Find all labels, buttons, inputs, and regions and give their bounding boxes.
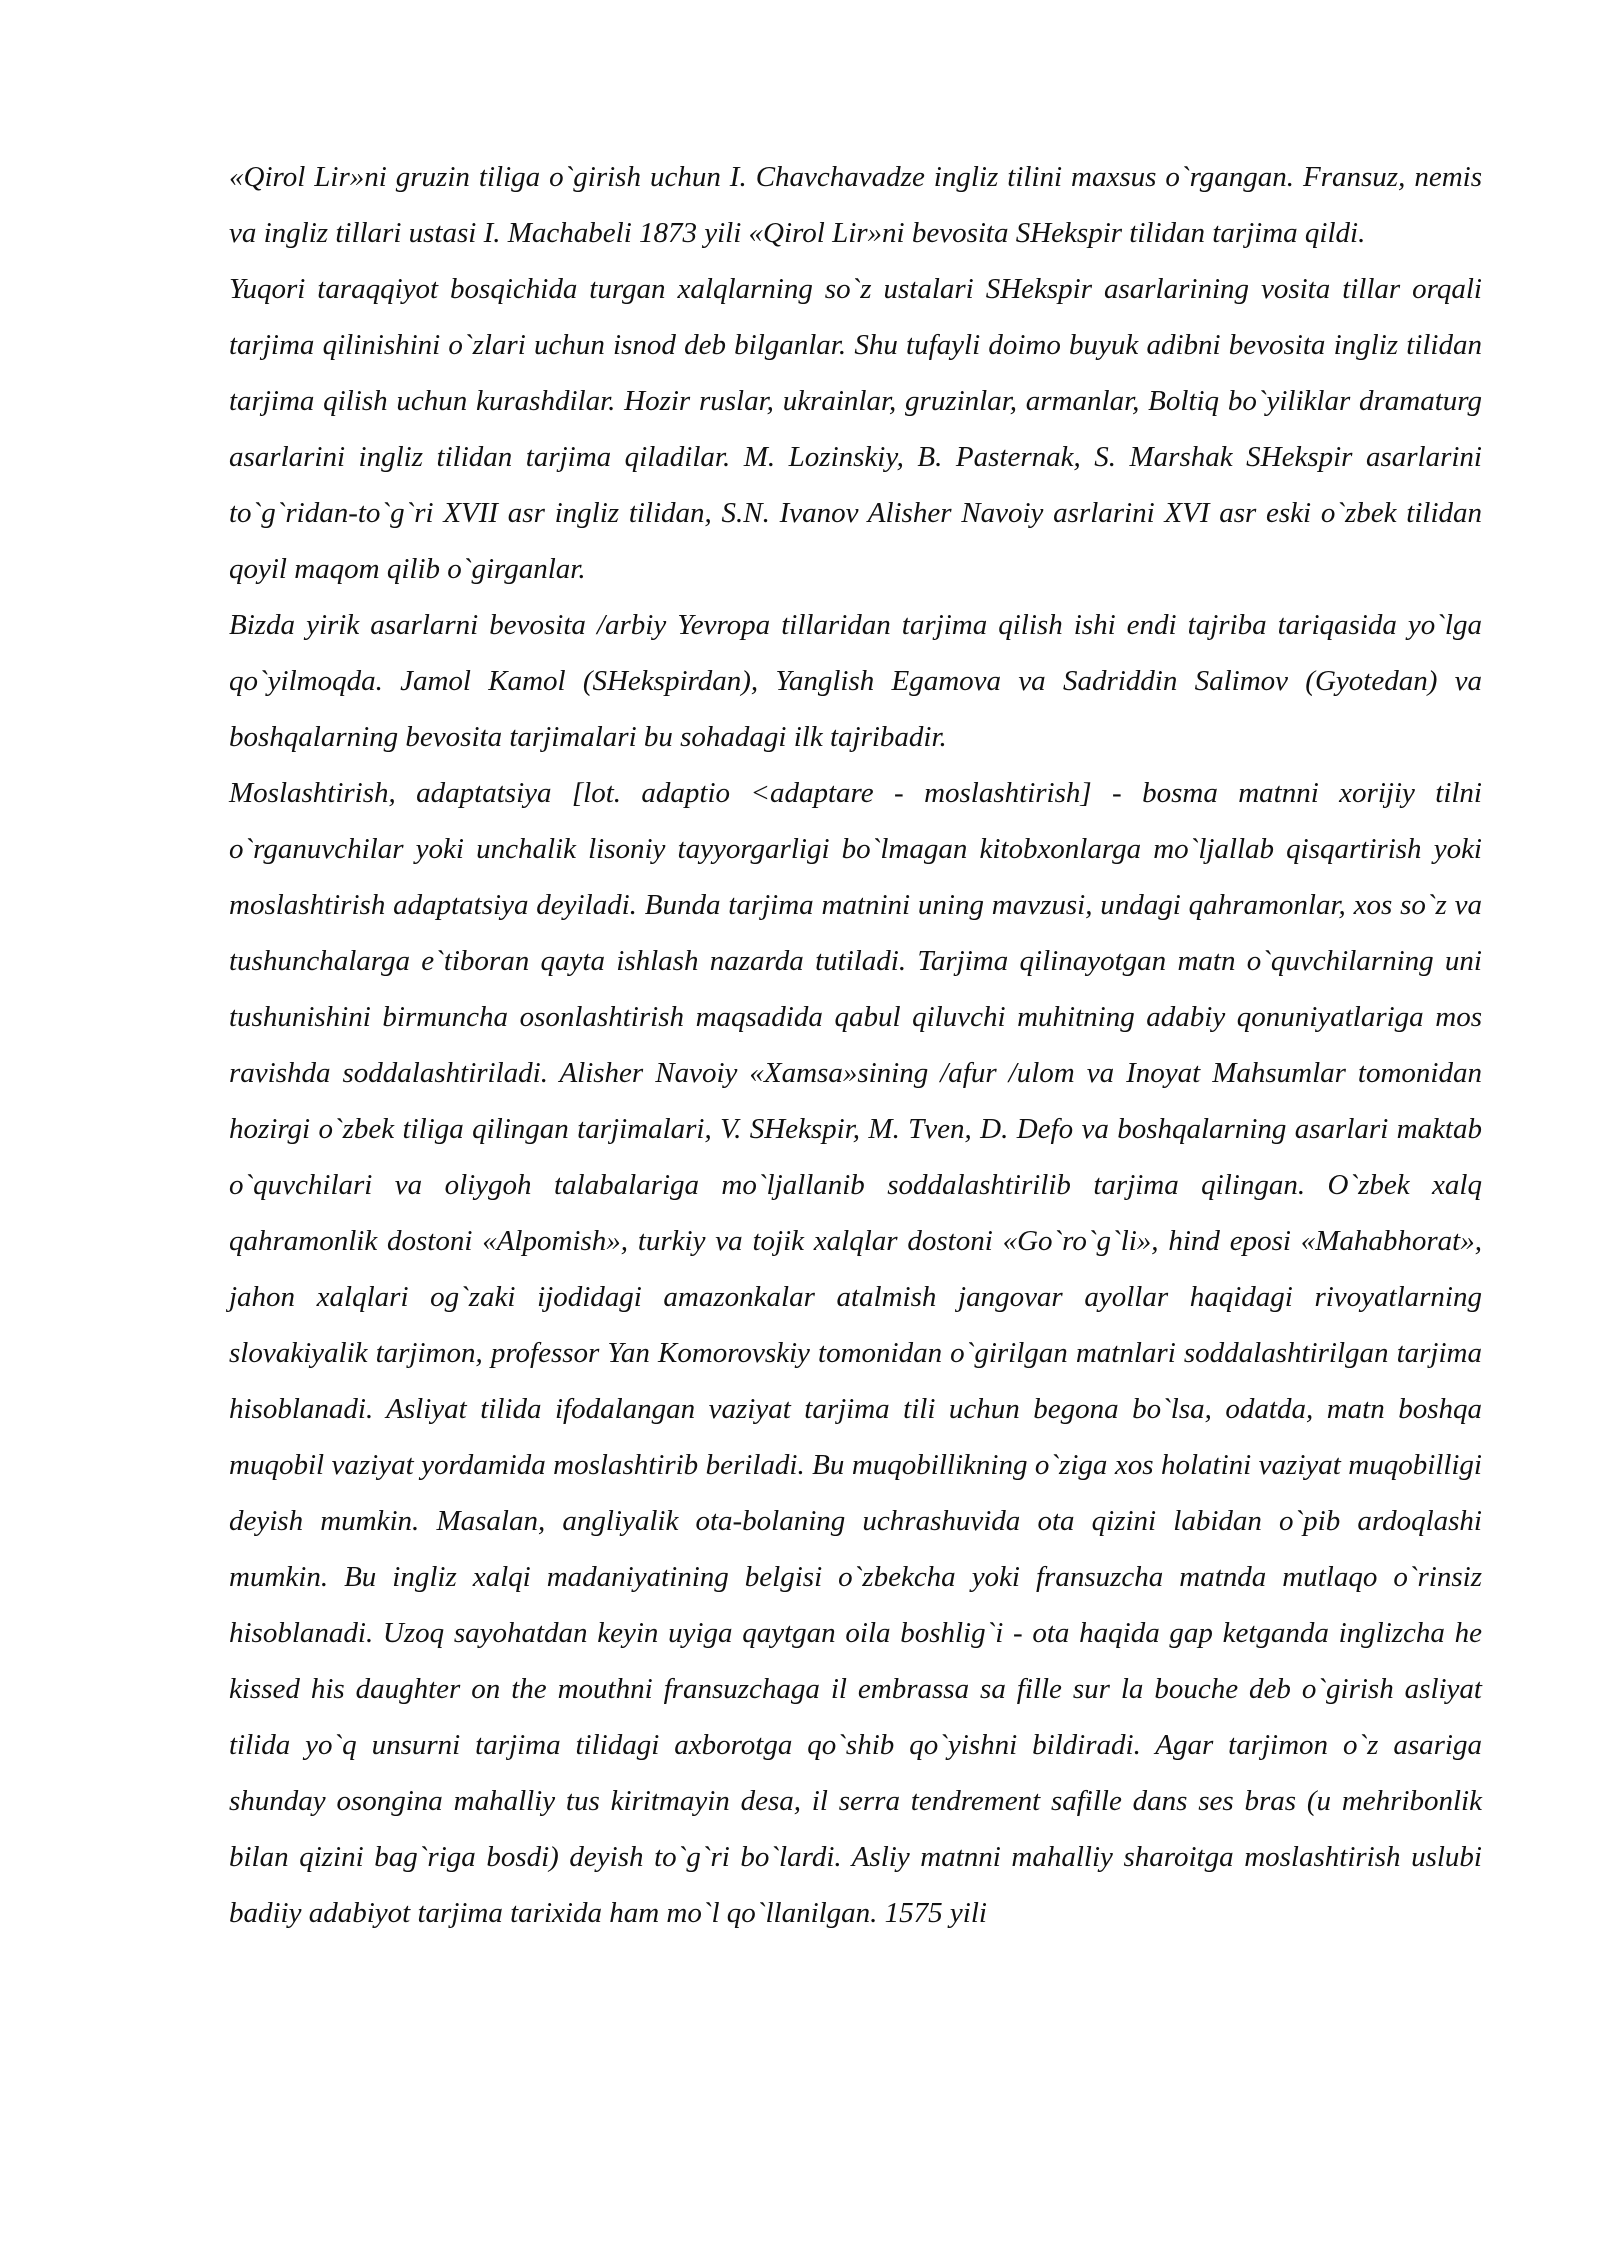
document-body: [229, 149, 1482, 1941]
paragraph-1: «Qirol Lir»ni gruzin tiliga o`girish uchun I. Chavchavadze ingliz tilini maxsus o`rgangan. Fransuz, nemis va ingliz tillari ustasi I. Machabeli 1873 yili «Qirol Lir»ni bevosita SHekspir tilidan tarjima qildi.: [229, 161, 1482, 249]
paragraph-4: Moslashtirish, adaptatsiya [lot. adaptio <adaptare - moslashtirish] - bosma matnni xorijiy tilni o`rganuvchilar yoki unchalik lisoniy tayyorgarligi bo`lmagan kitobxonlarga mo`ljallab qisqartirish yoki moslashtirish adaptatsiya deyiladi. Bunda tarjima matnini uning mavzusi, undagi qahramonlar, xos so`z va tushunchalarga e`tiboran qayta ishlash nazarda tutiladi. Tarjima qilinayotgan matn o`quvchilarning uni tushunishini birmuncha osonlashtirish maqsadida qabul qiluvchi muhitning adabiy qonuniyatlariga mos ravishda soddalashtiriladi. Alisher Navoiy «Xamsa»sining /afur /ulom va Inoyat Mahsumlar tomonidan hozirgi o`zbek tiliga qilingan tarjimalari, V. SHekspir, M. Tven, D. Defo va boshqalarning asarlari maktab o`quvchilari va oliygoh talabalariga mo`ljallanib soddalashtirilib tarjima qilingan. O`zbek xalq qahramonlik dostoni «Alpomish», turkiy va tojik xalqlar dostoni «Go`ro`g`li», hind eposi «Mahabhorat», jahon xalqlari og`zaki ijodidagi amazonkalar atalmish jangovar ayollar haqidagi rivoyatlarning slovakiyalik tarjimon, professor Yan Komorovskiy tomonidan o`girilgan matnlari soddalashtirilgan tarjima hisoblanadi. Asliyat tilida ifodalangan vaziyat tarjima tili uchun begona bo`lsa, odatda, matn boshqa muqobil vaziyat yordamida moslashtirib beriladi. Bu muqobillikning o`ziga xos holatini vaziyat muqobilligi deyish mumkin. Masalan, angliyalik ota-bolaning uchrashuvida ota qizini labidan o`pib ardoqlashi mumkin. Bu ingliz xalqi madaniyatining belgisi o`zbekcha yoki fransuzcha matnda mutlaqo o`rinsiz hisoblanadi. Uzoq sayohatdan keyin uyiga qaytgan oila boshlig`i - ota haqida gap ketganda inglizcha he kissed his daughter on the mouthni fransuzchaga il embrassa sa fille sur la bouche deb o`girish asliyat tilida yo`q unsurni tarjima tilidagi axborotga qo`shib qo`yishni bildiradi. Agar tarjimon o`z asariga shunday osongina mahalliy tus kiritmayin desa, il serra tendrement safille dans ses bras (u mehribonlik bilan qizini bag`riga bosdi) deyish to`g`ri bo`lardi. Asliy matnni mahalliy sharoitga moslashtirish uslubi badiiy adabiyot tarjima tarixida ham mo`l qo`llanilgan. 1575 yili: [229, 777, 1482, 1929]
paragraph-2: Yuqori taraqqiyot bosqichida turgan xalqlarning so`z ustalari SHekspir asarlarining vosita tillar orqali tarjima qilinishini o`zlari uchun isnod deb bilganlar. Shu tufayli doimo buyuk adibni bevosita ingliz tilidan tarjima qilish uchun kurashdilar. Hozir ruslar, ukrainlar, gruzinlar, armanlar, Boltiq bo`yiliklar dramaturg asarlarini ingliz tilidan tarjima qiladilar. M. Lozinskiy, B. Pasternak, S. Marshak SHekspir asarlarini to`g`ridan-to`g`ri XVII asr ingliz tilidan, S.N. Ivanov Alisher Navoiy asrlarini XVI asr eski o`zbek tilidan qoyil maqom qilib o`girganlar.: [229, 273, 1482, 585]
paragraph-3: Bizda yirik asarlarni bevosita /arbiy Yevropa tillaridan tarjima qilish ishi endi tajriba tariqasida yo`lga qo`yilmoqda. Jamol Kamol (SHekspirdan), Yanglish Egamova va Sadriddin Salimov (Gyotedan) va boshqalarning bevosita tarjimalari bu sohadagi ilk tajribadir.: [229, 609, 1482, 753]
